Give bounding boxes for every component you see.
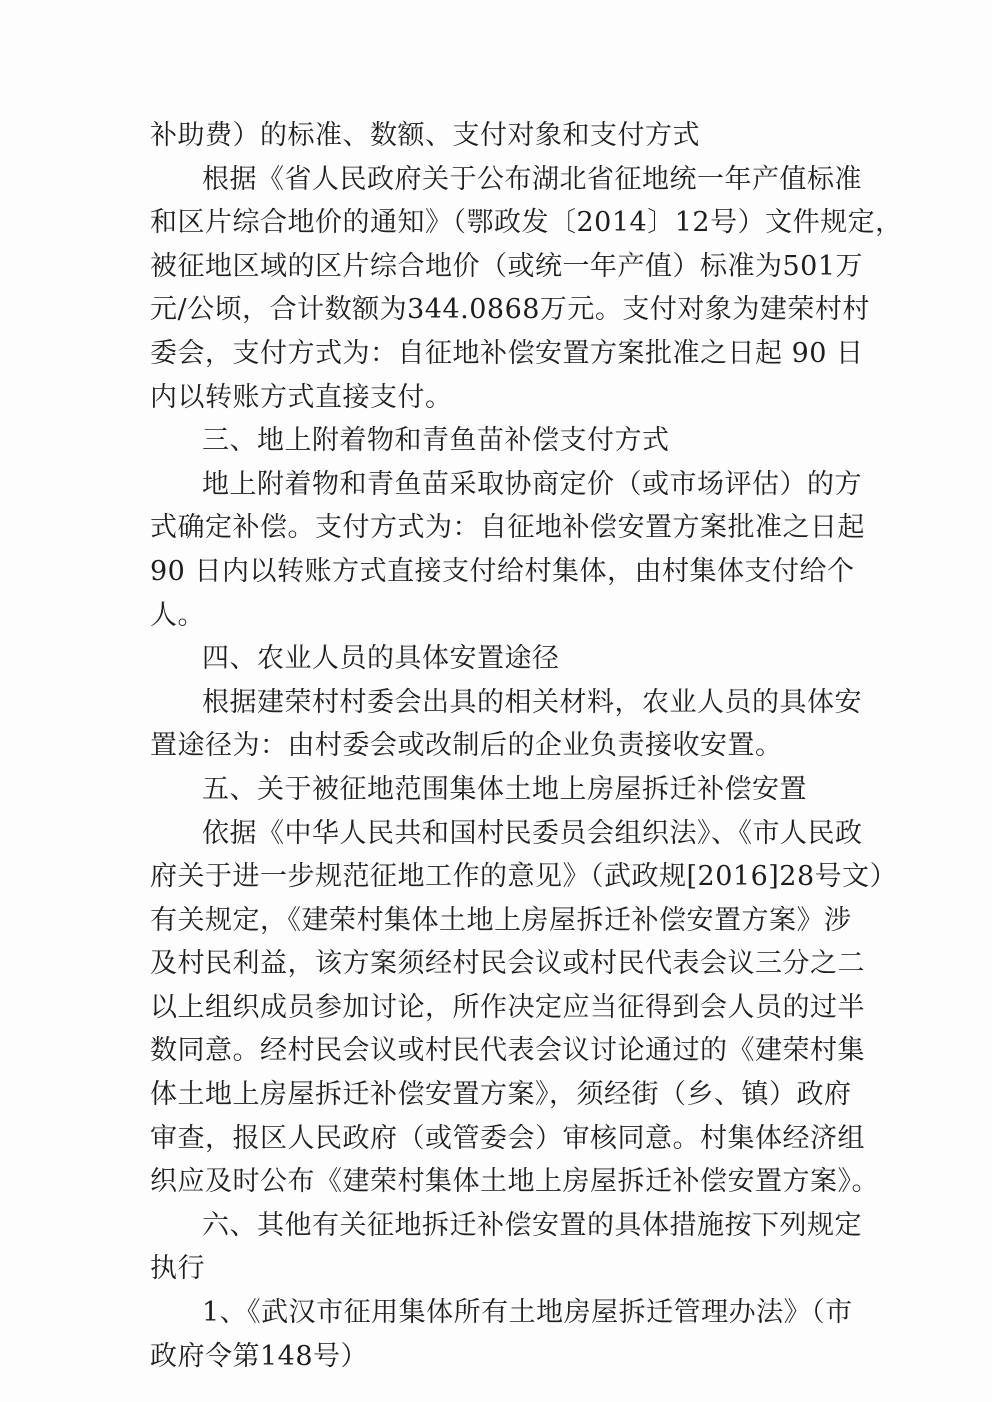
section-heading: 三、地上附着物和青鱼苗补偿支付方式 — [202, 425, 670, 457]
text-line: 补助费）的标准、数额、支付对象和支付方式 — [150, 120, 700, 151]
list-item: 1、《武汉市征用集体所有土地房屋拆迁管理办法》（市 — [202, 1297, 853, 1329]
section-heading: 四、农业人员的具体安置途径 — [202, 643, 560, 675]
text-line: 被征地区域的区片综合地价（或统一年产值）标准为501万 — [150, 250, 864, 282]
text-line: 根据建荣村村委会出具的相关材料，农业人员的具体安 — [202, 686, 862, 718]
text-line: 根据《省人民政府关于公布湖北省征地统一年产值标准 — [202, 163, 862, 195]
text-line: 地上附着物和青鱼苗采取协商定价（或市场评估）的方 — [202, 468, 862, 500]
text-line: 体土地上房屋拆迁补偿安置方案》，须经街（乡、镇）政府 — [150, 1079, 852, 1111]
text-line: 及村民利益，该方案须经村民会议或村民代表会议三分之二 — [150, 948, 865, 980]
text-line: 委会，支付方式为：自征地补偿安置方案批准之日起 90 日 — [150, 337, 864, 369]
text-line: 内以转账方式直接支付。 — [150, 381, 453, 413]
section-heading: 六、其他有关征地拆迁补偿安置的具体措施按下列规定 — [202, 1209, 862, 1241]
text-line: 数同意。经村民会议或村民代表会议讨论通过的《建荣村集 — [150, 1035, 865, 1067]
text-line: 府关于进一步规范征地工作的意见》（武政规[2016]28号文） — [150, 861, 898, 893]
text-line: 和区片综合地价的通知》（鄂政发〔2014〕12号）文件规定， — [150, 207, 903, 239]
text-line: 式确定补偿。支付方式为：自征地补偿安置方案批准之日起 — [150, 512, 865, 544]
document-body — [150, 114, 903, 1378]
text-line: 执行 — [150, 1253, 205, 1285]
text-line: 以上组织成员参加讨论，所作决定应当征得到会人员的过半 — [150, 991, 865, 1023]
text-line: 90 日内以转账方式直接支付给村集体，由村集体支付给个 — [150, 555, 855, 587]
text-line: 有关规定，《建荣村集体土地上房屋拆迁补偿安置方案》涉 — [150, 904, 852, 936]
text-line: 人。 — [150, 599, 205, 631]
text-line: 元/公顷，合计数额为344.0868万元。支付对象为建荣村村 — [150, 294, 870, 326]
text-line: 依据《中华人民共和国村民委员会组织法》、《市人民政 — [202, 817, 863, 849]
text-line: 审查，报区人民政府（或管委会）审核同意。村集体经济组 — [150, 1122, 865, 1154]
text-line: 政府令第148号） — [150, 1340, 369, 1372]
text-line: 置途径为：由村委会或改制后的企业负责接收安置。 — [150, 730, 783, 762]
section-heading: 五、关于被征地范围集体土地上房屋拆迁补偿安置 — [202, 773, 807, 805]
text-line: 织应及时公布《建荣村集体土地上房屋拆迁补偿安置方案》。 — [150, 1166, 879, 1198]
